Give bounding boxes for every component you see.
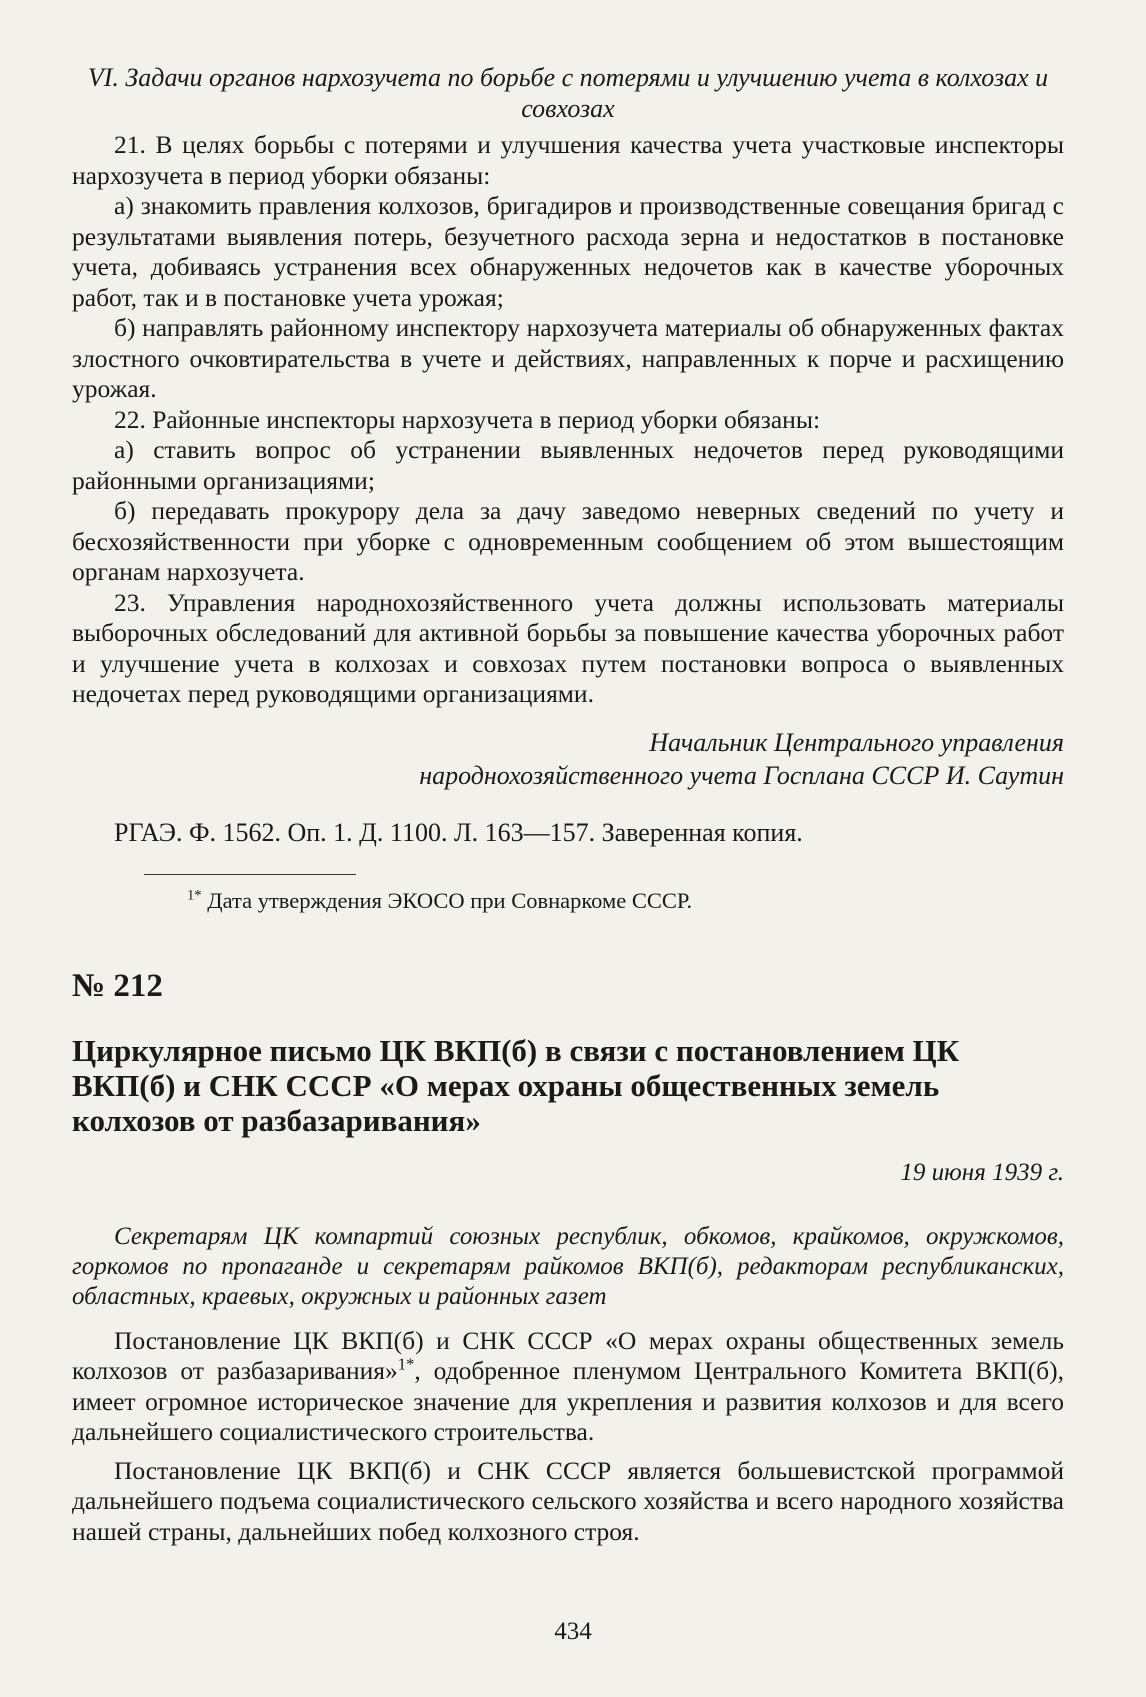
footnote-mark: 1* [187,887,202,903]
paragraph-21: 21. В целях борьбы с потерями и улучшения качества учета участковые инспекторы нархозучета в период уборки обязаны: [72,130,1064,190]
body-p1-text-b: , одобренное пленумом Центрального Комитета ВКП(б), имеет огромное историческое значение для укрепления и развития колхозов и для всего дальнейшего социалистического строительства. [72,1356,1064,1446]
body-p1-footnote-ref: 1* [397,1354,415,1374]
page-content [72,62,1064,1547]
addressees: Секретарям ЦК компартий союзных республик, обкомов, крайкомов, окружкомов, горкомов по пропаганде и секретарям райкомов ВКП(б), редакторам республиканских, областных, краевых, окружных и районных газет [72,1222,1064,1310]
document-number: № 212 [72,967,163,1004]
body-p1-text-a: Постановление ЦК ВКП(б) и СНК СССР «О мерах охраны общественных земель колхозов от разбазаривания» [72,1325,1064,1385]
footnote-text: Дата утверждения ЭКОСО при Совнаркоме СССР. [207,887,693,913]
body-paragraph-2: Постановление ЦК ВКП(б) и СНК СССР является большевистской программой дальнейшего подъема социалистического сельского хозяйства и всего народного хозяйства нашей страны, дальнейших побед колхозного строя. [72,1455,1064,1546]
document-date: 19 июня 1939 г. [900,1158,1064,1186]
body-paragraph-1 [72,1326,1064,1448]
paragraph-21a: а) знакомить правления колхозов, бригадиров и производственные совещания бригад с результатами выявления потерь, безучетного расхода зерна и недостатков в постановке учета, добиваясь устранения всех обнаруженных недочетов как в качестве уборочных работ, так и в постановке учета урожая; [72,191,1064,312]
paragraph-22: 22. Районные инспекторы нархозучета в период уборки обязаны: [114,404,821,434]
paragraph-21b: б) направлять районному инспектору нархозучета материалы об обнаруженных фактах злостного очковтирательства в учете и действиях, направленных к порче и расхищению урожая. [72,313,1064,403]
paragraph-23: 23. Управления народнохозяйственного учета должны использовать материалы выборочных обследований для активной борьбы за повышение качества уборочных работ и улучшение учета в колхозах и совхозах путем постановки вопроса о выявленных недочетах перед руководящими организациями. [72,587,1064,708]
signature-block [72,726,1064,792]
paragraph-22b: б) передавать прокурору дела за дачу заведомо неверных сведений по учету и бесхозяйственности при уборке с одновременным сообщением об этом вышестоящим органам нархозучета. [72,496,1064,586]
footnote [187,887,1064,915]
section-heading: VI. Задачи органов нархозучета по борьбе с потерями и улучшению учета в колхозах и совхозах [87,63,1049,123]
signature-line-2: народнохозяйственного учета Госплана СССР И. Саутин [419,760,1064,790]
footnote-divider [144,874,356,875]
signature-line-1: Начальник Центрального управления [649,727,1064,757]
paragraph-22a: а) ставить вопрос об устранении выявленных недочетов перед руководящими районными организациями; [72,435,1064,495]
archive-reference: РГАЭ. Ф. 1562. Оп. 1. Д. 1100. Л. 163—157. Заверенная копия. [114,817,803,847]
page-number: 434 [554,1618,592,1645]
document-title: Циркулярное письмо ЦК ВКП(б) в связи с постановлением ЦК ВКП(б) и СНК СССР «О мерах охраны общественных земель колхозов от разбазаривания» [72,1032,960,1138]
